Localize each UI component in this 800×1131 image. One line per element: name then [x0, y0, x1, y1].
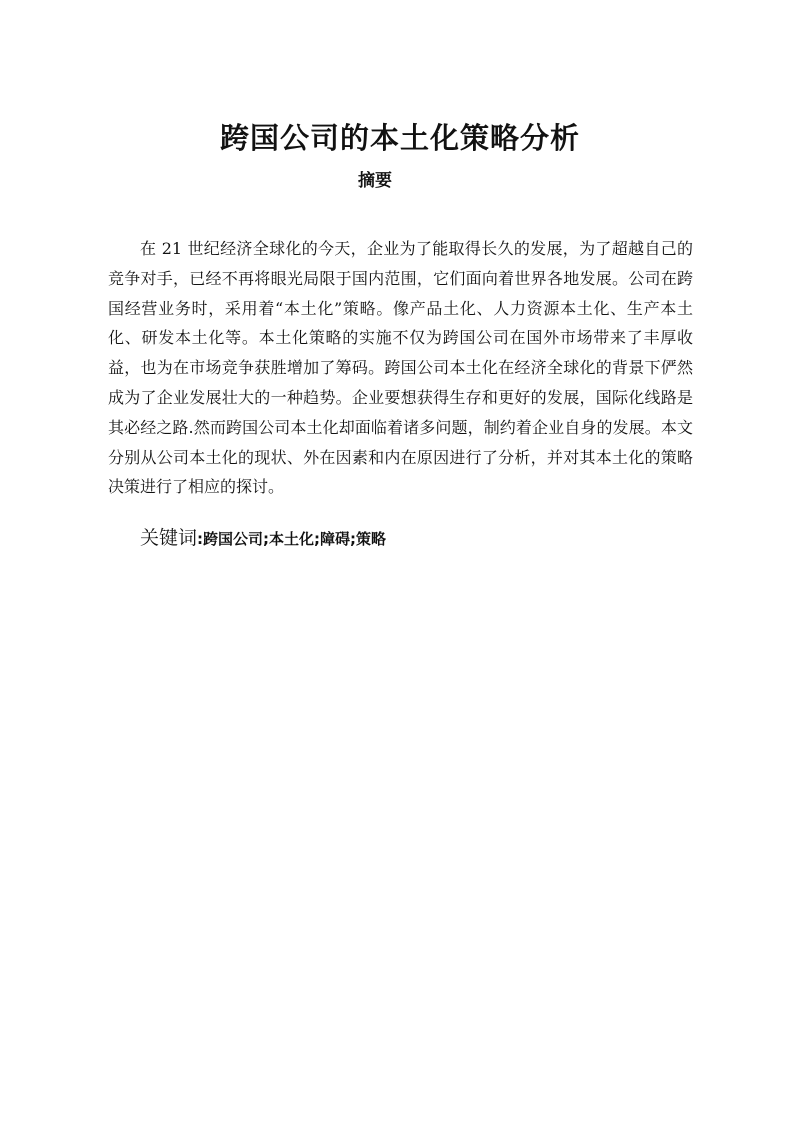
document-title: 跨国公司的本土化策略分析 [219, 121, 580, 155]
keywords-values: 跨国公司;本土化;障碍;策略 [203, 530, 387, 548]
keywords-separator: : [197, 530, 204, 548]
abstract-paragraph: 在 21 世纪经济全球化的今天，企业为了能取得长久的发展，为了超越自己的竞争对手，已经不再将眼光局限于国内范围，它们面向着世界各地发展。公司在跨国经营业务时，采用着“本土化”策略。像产品土化、人力资源本土化、生产本土化、研发本土化等。本土化策略的实施不仅为跨国公司在国外市场带来了丰厚收益，也为在市场竞争获胜增加了筹码。跨国公司本土化在经济全球化的背景下俨然成为了企业发展壮大的一种趋势。企业要想获得生存和更好的发展，国际化线路是其必经之路.然而跨国公司本土化却面临着诸多问题，制约着企业自身的发展。本文分别从公司本土化的现状、外在因素和内在原因进行了分析，并对其本土化的策略决策进行了相应的探讨。 [108, 239, 693, 497]
keywords-line [140, 523, 700, 554]
keywords-label: 关键词 [140, 527, 198, 549]
abstract-heading: 摘要 [358, 171, 392, 191]
